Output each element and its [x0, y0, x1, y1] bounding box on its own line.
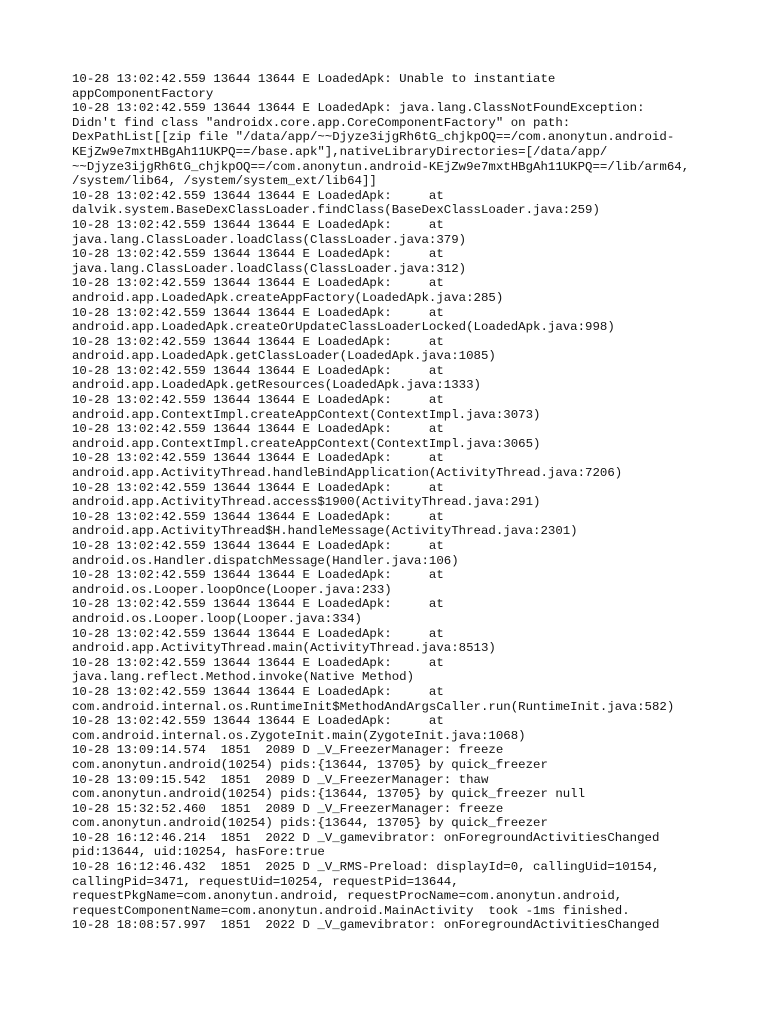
log-line: android.app.ActivityThread.main(ActivityThread.java:8513) — [72, 641, 496, 656]
log-line: android.app.ContextImpl.createAppContext(ContextImpl.java:3073) — [72, 407, 541, 422]
log-line: android.app.ContextImpl.createAppContext(ContextImpl.java:3065) — [72, 436, 541, 451]
log-line: 10-28 13:02:42.559 13644 13644 E LoadedApk: java.lang.ClassNotFoundException: — [72, 101, 645, 116]
log-line: 10-28 13:02:42.559 13644 13644 E LoadedApk: at — [72, 626, 444, 641]
log-line: KEjZw9e7mxtHBgAh11UKPQ==/base.apk"],nativeLibraryDirectories=[/data/app/ — [72, 144, 608, 159]
log-line: appComponentFactory — [72, 86, 214, 101]
log-line: 10-28 13:02:42.559 13644 13644 E LoadedApk: at — [72, 509, 444, 524]
log-document — [72, 72, 752, 1012]
log-line: 10-28 13:02:42.559 13644 13644 E LoadedApk: at — [72, 276, 444, 291]
log-line: com.android.internal.os.RuntimeInit$MethodAndArgsCaller.run(RuntimeInit.java:582) — [72, 699, 675, 714]
log-line: 10-28 13:02:42.559 13644 13644 E LoadedApk: Unable to instantiate — [72, 72, 556, 86]
log-line: 10-28 13:02:42.559 13644 13644 E LoadedApk: at — [72, 539, 444, 553]
log-line: 10-28 13:02:42.559 13644 13644 E LoadedApk: at — [72, 684, 444, 699]
log-line: java.lang.reflect.Method.invoke(Native Method) — [72, 670, 415, 685]
log-line: com.android.internal.os.ZygoteInit.main(ZygoteInit.java:1068) — [72, 728, 526, 743]
log-line: 10-28 18:08:57.997 1851 2022 D _V_gamevibrator: onForegroundActivitiesChanged — [72, 918, 660, 933]
log-line: android.os.Looper.loopOnce(Looper.java:233) — [72, 582, 392, 597]
log-line: 10-28 16:12:46.214 1851 2022 D _V_gamevibrator: onForegroundActivitiesChanged — [72, 830, 660, 845]
log-line: dalvik.system.BaseDexClassLoader.findClass(BaseDexClassLoader.java:259) — [72, 203, 600, 218]
log-line: android.app.LoadedApk.getResources(LoadedApk.java:1333) — [72, 378, 481, 393]
log-line: 10-28 13:02:42.559 13644 13644 E LoadedApk: at — [72, 393, 444, 408]
log-line: 10-28 13:02:42.559 13644 13644 E LoadedApk: at — [72, 655, 444, 670]
log-line: com.anonytun.android(10254) pids:{13644, 13705} by quick_freezer — [72, 816, 548, 831]
log-line: android.app.ActivityThread.access$1900(ActivityThread.java:291) — [72, 495, 541, 510]
log-line: 10-28 13:02:42.559 13644 13644 E LoadedApk: at — [72, 597, 444, 612]
log-line: android.os.Looper.loop(Looper.java:334) — [72, 611, 362, 626]
log-line: android.os.Handler.dispatchMessage(Handler.java:106) — [72, 553, 459, 568]
log-line: callingPid=3471, requestUid=10254, requestPid=13644, — [72, 874, 459, 889]
log-line: 10-28 15:32:52.460 1851 2089 D _V_FreezerManager: freeze — [72, 801, 504, 816]
log-line: 10-28 13:09:14.574 1851 2089 D _V_FreezerManager: freeze — [72, 743, 504, 758]
log-line: 10-28 13:02:42.559 13644 13644 E LoadedApk: at — [72, 714, 444, 729]
log-line: 10-28 13:02:42.559 13644 13644 E LoadedApk: at — [72, 568, 444, 583]
log-line: requestPkgName=com.anonytun.android, requestProcName=com.anonytun.android, — [72, 889, 623, 904]
log-line: 10-28 13:02:42.559 13644 13644 E LoadedApk: at — [72, 422, 444, 437]
log-line: requestComponentName=com.anonytun.android.MainActivity took -1ms finished. — [72, 903, 630, 918]
log-line: Didn't find class "androidx.core.app.CoreComponentFactory" on path: — [72, 115, 571, 130]
log-line: android.app.ActivityThread.handleBindApplication(ActivityThread.java:7206) — [72, 466, 623, 481]
log-line: 10-28 13:02:42.559 13644 13644 E LoadedApk: at — [72, 188, 444, 203]
log-line: 10-28 13:02:42.559 13644 13644 E LoadedApk: at — [72, 334, 444, 349]
log-line: 10-28 13:02:42.559 13644 13644 E LoadedApk: at — [72, 217, 444, 232]
log-line: 10-28 16:12:46.432 1851 2025 D _V_RMS-Preload: displayId=0, callingUid=10154, — [72, 860, 660, 875]
log-line: 10-28 13:09:15.542 1851 2089 D _V_FreezerManager: thaw — [72, 772, 489, 787]
log-line: java.lang.ClassLoader.loadClass(ClassLoader.java:379) — [72, 232, 467, 247]
log-line: ~~Djyze3ijgRh6tG_chjkpOQ==/com.anonytun.android-KEjZw9e7mxtHBgAh11UKPQ==/lib/arm64, — [72, 159, 690, 174]
log-line: android.app.LoadedApk.createOrUpdateClassLoaderLocked(LoadedApk.java:998) — [72, 320, 615, 335]
log-line: com.anonytun.android(10254) pids:{13644, 13705} by quick_freezer null — [72, 787, 586, 802]
log-line: DexPathList[[zip file "/data/app/~~Djyze3ijgRh6tG_chjkpOQ==/com.anonytun.android- — [72, 130, 675, 145]
log-line: 10-28 13:02:42.559 13644 13644 E LoadedApk: at — [72, 363, 444, 378]
log-line: 10-28 13:02:42.559 13644 13644 E LoadedApk: at — [72, 305, 444, 320]
log-line: 10-28 13:02:42.559 13644 13644 E LoadedApk: at — [72, 451, 444, 466]
log-line: android.app.ActivityThread$H.handleMessage(ActivityThread.java:2301) — [72, 524, 578, 539]
log-line: 10-28 13:02:42.559 13644 13644 E LoadedApk: at — [72, 480, 444, 495]
log-line: /system/lib64, /system/system_ext/lib64]] — [72, 174, 377, 189]
log-line: pid:13644, uid:10254, hasFore:true — [72, 845, 325, 860]
log-line: android.app.LoadedApk.createAppFactory(LoadedApk.java:285) — [72, 290, 504, 305]
log-line: android.app.LoadedApk.getClassLoader(LoadedApk.java:1085) — [72, 349, 496, 364]
log-line: 10-28 13:02:42.559 13644 13644 E LoadedApk: at — [72, 247, 444, 262]
log-line: java.lang.ClassLoader.loadClass(ClassLoader.java:312) — [72, 261, 467, 276]
log-line: com.anonytun.android(10254) pids:{13644, 13705} by quick_freezer — [72, 757, 548, 772]
